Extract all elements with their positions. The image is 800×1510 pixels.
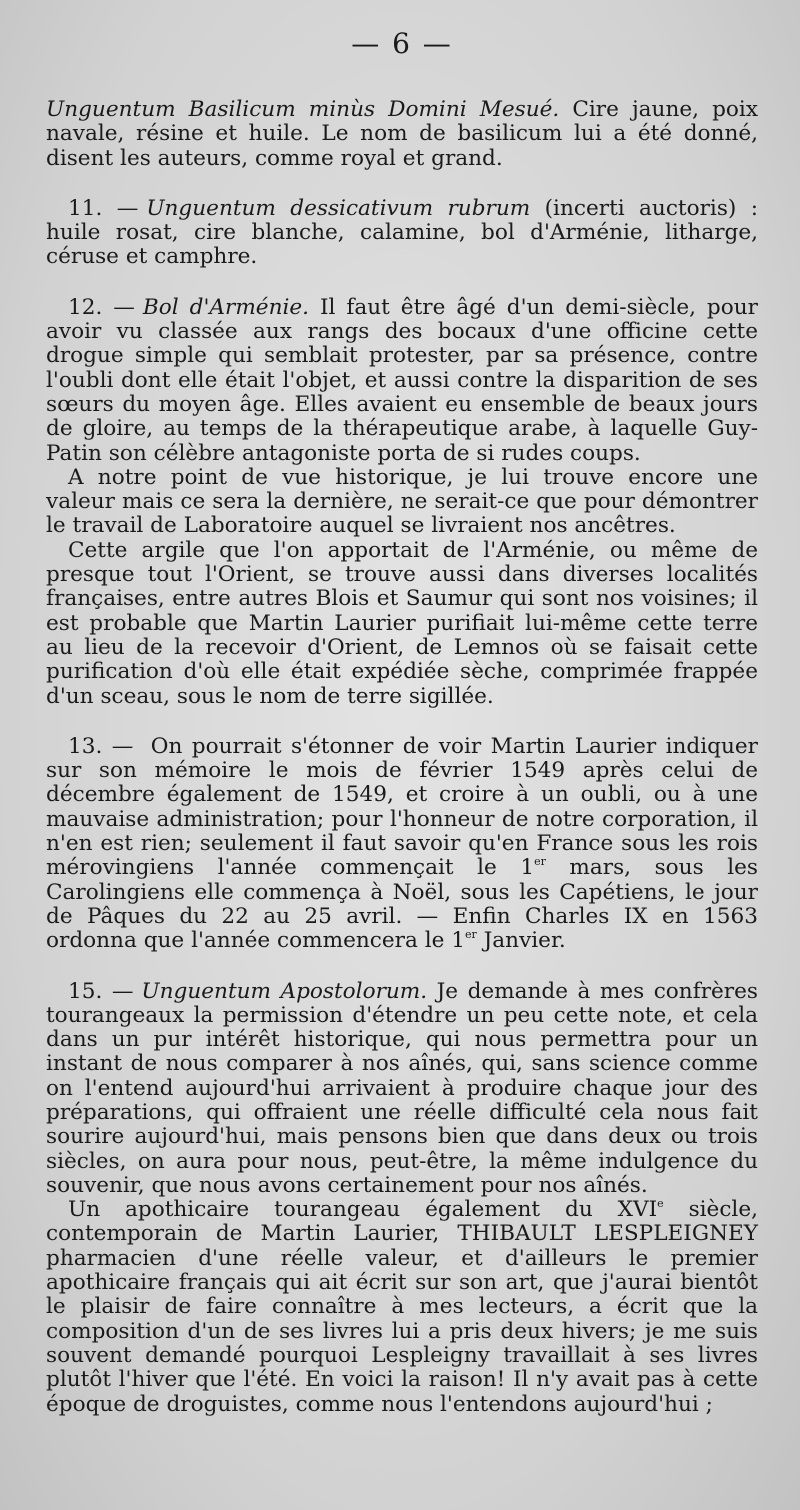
superscript: e	[657, 1197, 664, 1211]
paragraph-text: Il faut être âgé d'un demi-siècle, pour avoir vu classée aux rangs des bocaux d'une officine cette drogue simple qui semblait protester, par sa présence, contre l'oubli dont elle était l'objet, et aussi contre la disparition de ses sœurs du moyen âge. Elles avaient eu ensemble de beaux jours de gloire, au temps de la thérapeutique arabe, à laquelle Guy-Patin son célèbre antagoniste porta de si rudes coups.	[46, 294, 758, 466]
note-number: 12. —	[68, 294, 135, 320]
italic-title: Unguentum dessicativum rubrum	[146, 195, 531, 221]
paragraph-11	[46, 197, 758, 270]
note-number: 15. —	[68, 978, 134, 1004]
paragraph-15	[46, 980, 758, 1199]
paragraph-text: Janvier.	[476, 928, 566, 954]
italic-title: Unguentum Basilicum minùs Domini Mesué.	[46, 97, 560, 122]
paragraph-12-continued-1: A notre point de vue historique, je lui trouve encore une valeur mais ce sera la dernière, ne serait-ce que pour démontrer le travail de Laboratoire auquel se livraient nos ancêtres.	[46, 464, 758, 539]
paragraph-text: Un apothicaire tourangeau également du XVI	[68, 1197, 658, 1223]
paragraph-text: siècle, contemporain de Martin Laurier, THIBAULT LESPLEIGNEY pharmacien d'une réelle valeur, et d'ailleurs le premier apothicaire français qui ait écrit sur son art, que j'aurai bientôt le plaisir de faire connaître à mes lecteurs, a écrit que la composition d'un de ses livres lui a pris deux hivers; je me suis souvent demandé pourquoi Lespleigny travaillait à ses livres plutôt l'hiver que l'été. En voici la raison! Il n'y avait pas à cette époque de droguistes, comme nous l'entendons aujourd'hui ;	[46, 1197, 758, 1417]
paragraph-basilicum	[46, 98, 758, 171]
superscript: er	[464, 928, 477, 942]
paragraph-12-continued-2: Cette argile que l'on apportait de l'Arménie, ou même de presque tout l'Orient, se trouve aussi dans diverses localités françaises, entre autres Blois et Saumur qui sont nos voisines; il est probable que Martin Laurier purifiait lui-même cette terre au lieu de la recevoir d'Orient, de Lemnos où se faisait cette purification d'où elle était expédiée sèche, comprimée frappée d'un sceau, sous le nom de terre sigillée.	[46, 537, 758, 709]
italic-title: Unguentum Apostolorum.	[141, 978, 428, 1004]
note-number: 11. —	[68, 195, 139, 221]
paragraph-text: Cire jaune, poix navale, résine et huile. Le nom de basilicum lui a été donné, disent les auteurs, comme royal et grand.	[46, 97, 758, 171]
paragraph-text: mars, sous les Carolingiens elle commença à Noël, sous les Capétiens, le jour de Pâques du 22 au 25 avril. — Enfin Charles IX en 1563 ordonna que l'année commencera le 1	[46, 855, 758, 954]
paragraph-text: (incerti auctoris) : huile rosat, cire blanche, calamine, bol d'Arménie, litharge, céruse et camphre.	[46, 195, 758, 270]
page-number: — 6 —	[351, 27, 453, 60]
paragraph-12	[46, 296, 758, 466]
paragraph-13	[46, 735, 758, 954]
paragraph-text: Je demande à mes confrères tourangeaux la permission d'étendre un peu cette note, et cela dans un pur intérêt historique, qui nous permettra pour un instant de nous comparer à nos aînés, qui, sans science comme on l'entend aujourd'hui arrivaient à produire chaque jour des préparations, qui offraient une réelle difficulté cela nous fait sourire aujourd'hui, mais pensons bien que dans deux ou trois siècles, on aura pour nous, peut-être, la même indulgence du souvenir, que nous avons certainement pour nos aînés.	[46, 978, 758, 1198]
paragraph-15-continued	[46, 1198, 758, 1417]
paragraph-text: On pourrait s'étonner de voir Martin Laurier indiquer sur son mémoire le mois de février 1549 après celui de décembre également de 1549, et croire à un oubli, ou à une mauvaise administration; pour l'honneur de notre corporation, il n'en est rien; seulement il faut savoir qu'en France sous les rois mérovingiens l'année commençait le 1	[46, 733, 758, 881]
superscript: er	[534, 855, 546, 869]
italic-title: Bol d'Arménie.	[142, 294, 310, 320]
note-number: 13. —	[68, 733, 134, 759]
